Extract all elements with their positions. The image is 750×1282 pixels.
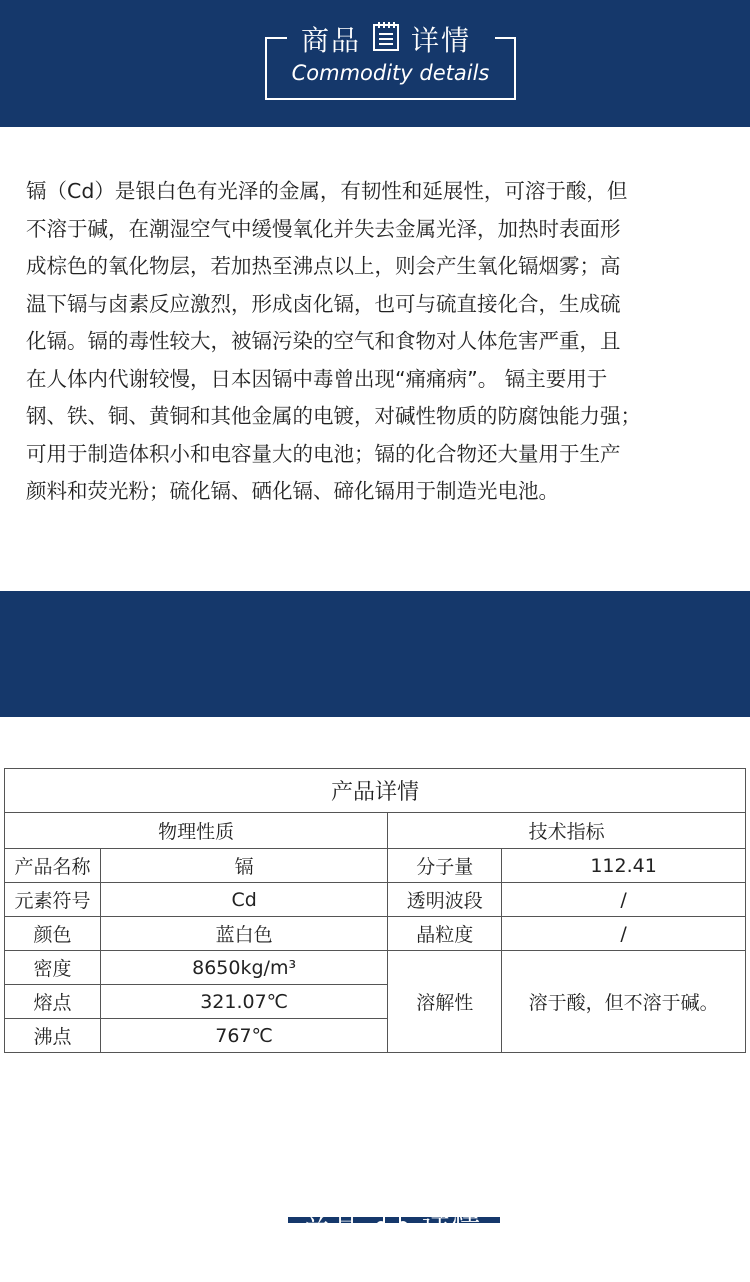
intro-line: 可用于制造体积小和电容量大的电池；镉的化合物还大量用于生产: [26, 441, 621, 466]
section-title-frame: [266, 1208, 518, 1282]
intro-paragraph: [26, 173, 726, 511]
intro-line: 不溶于碱，在潮湿空气中缓慢氧化并失去金属光泽，加热时表面形: [26, 216, 621, 241]
property-value: 蓝白色: [100, 917, 387, 951]
property-label: 颜色: [5, 917, 101, 951]
spec-label: 分子量: [388, 849, 502, 883]
property-value: 767℃: [100, 1019, 387, 1053]
intro-line: 钢、铁、铜、黄铜和其他金属的电镀，对碱性物质的防腐蚀能力强；: [26, 404, 641, 428]
property-label: 元素符号: [5, 883, 101, 917]
table-title: 产品详情: [5, 769, 746, 813]
spec-value: /: [502, 917, 746, 951]
property-value: 8650kg/m³: [100, 951, 387, 985]
section-title-right: 详情: [411, 24, 472, 57]
intro-line: 颜料和荧光粉；硫化镉、硒化镉、碲化镉用于制造光电池。: [26, 479, 559, 503]
property-label: 产品名称: [5, 849, 101, 883]
section-subtitle: Commodity details: [291, 61, 490, 85]
intro-line: 成棕色的氧化物层，若加热至沸点以上，则会产生氧化镉烟雾；高: [26, 254, 621, 278]
spec-value: 112.41: [502, 849, 746, 883]
intro-line: 在人体内代谢较慢，日本因镉中毒曾出现“痛痛病”。 镉主要用于: [26, 366, 608, 391]
section-title-left: 商品: [301, 24, 362, 57]
section-title-left: 产品: [302, 1208, 363, 1242]
table-row: [5, 849, 746, 883]
spec-label: 溶解性: [388, 951, 502, 1053]
table-row: [5, 883, 746, 917]
property-value: Cd: [100, 883, 387, 917]
molecule-icon: [372, 1201, 412, 1246]
spec-value: /: [502, 883, 746, 917]
intro-line: 化镉。镉的毒性较大，被镉污染的空气和食物对人体危害严重，且: [26, 329, 621, 353]
property-label: 密度: [5, 951, 101, 985]
spec-value: 溶于酸，但不溶于碱。: [502, 951, 746, 1053]
section-title-frame: [265, 24, 516, 100]
spec-label: 透明波段: [388, 883, 502, 917]
section-title: [301, 19, 471, 59]
product-details-table: [4, 768, 746, 1053]
spec-label: 晶粒度: [388, 917, 502, 951]
section-title-right: 详情: [422, 1208, 483, 1242]
table-row: [5, 917, 746, 951]
property-value: 镉: [100, 849, 387, 883]
section-subtitle: Chemical composition: [275, 1243, 509, 1267]
notepad-icon: [371, 20, 401, 59]
intro-line: 温下镉与卤素反应激烈，形成卤化镉，也可与硫直接化合，生成硫: [26, 291, 621, 316]
property-label: 熔点: [5, 985, 101, 1019]
section-title: [302, 1201, 482, 1246]
property-value: 321.07℃: [100, 985, 387, 1019]
table-row: [5, 951, 746, 985]
technical-specs-header: 技术指标: [388, 813, 746, 849]
commodity-details-banner: [0, 0, 750, 127]
intro-line: 镉（Cd）是银白色有光泽的金属，有韧性和延展性，可溶于酸，但: [26, 179, 628, 203]
property-label: 沸点: [5, 1019, 101, 1053]
physical-properties-header: 物理性质: [5, 813, 388, 849]
